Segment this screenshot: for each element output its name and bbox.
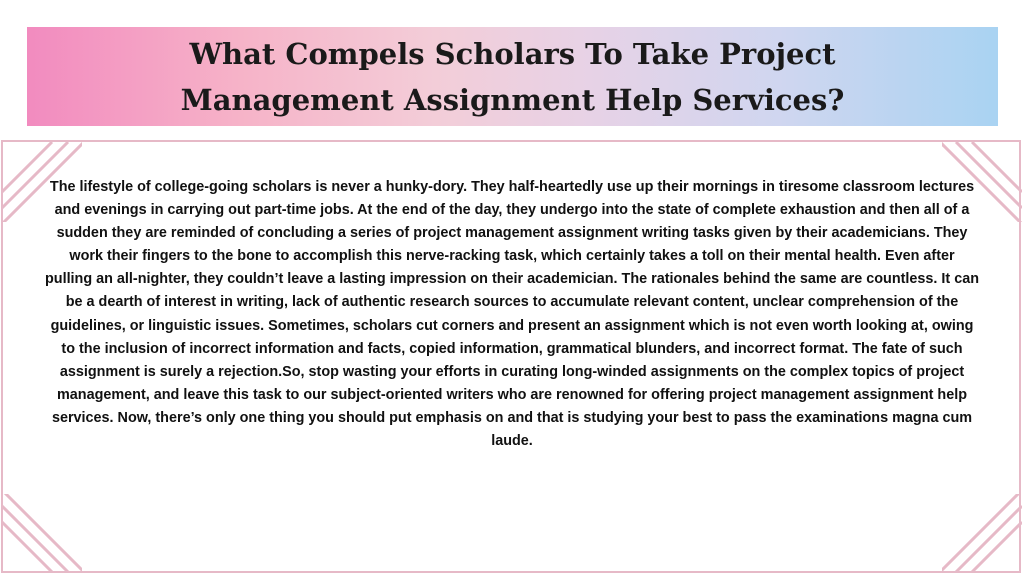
title-line-1: What Compels Scholars To Take Project bbox=[189, 36, 836, 71]
body-paragraph: The lifestyle of college-going scholars is never a hunky-dory. They half-heartedly use up their mornings in tiresome classroom lectures and evenings in carrying out part-time jobs. At the end of the day, they undergo into the state of complete exhaustion and then all of a sudden they are reminded of concluding a series of project management assignment writing tasks given by their academicians. They work their fingers to the bone to accomplish this nerve-racking task, which certainly takes a toll on their mental health. Even after pulling an all-nighter, they couldn’t leave a lasting impression on their academician. The rationales behind the same are countless. It can be a dearth of interest in writing, lack of authentic research sources to accumulate relevant content, unclear comprehension of the guidelines, or linguistic issues. Sometimes, scholars cut corners and present an assignment which is not even worth looking at, owing to the inclusion of incorrect information and facts, copied information, grammatical blunders, and incorrect format. The fate of such assignment is surely a rejection.So, stop wasting your efforts in curating long-winded assignments on the complex topics of project management, and leave this task to our subject-oriented writers who are renowned for offering project management assignment help services. Now, there’s only one thing you should put emphasis on and that is studying your best to pass the examinations magna cum laude. bbox=[44, 179, 980, 450]
title-line-2: Management Assignment Help Services? bbox=[180, 82, 845, 117]
corner-stripes-bottom-left bbox=[2, 494, 82, 572]
corner-stripes-bottom-right bbox=[942, 494, 1022, 572]
title-banner bbox=[27, 27, 998, 126]
